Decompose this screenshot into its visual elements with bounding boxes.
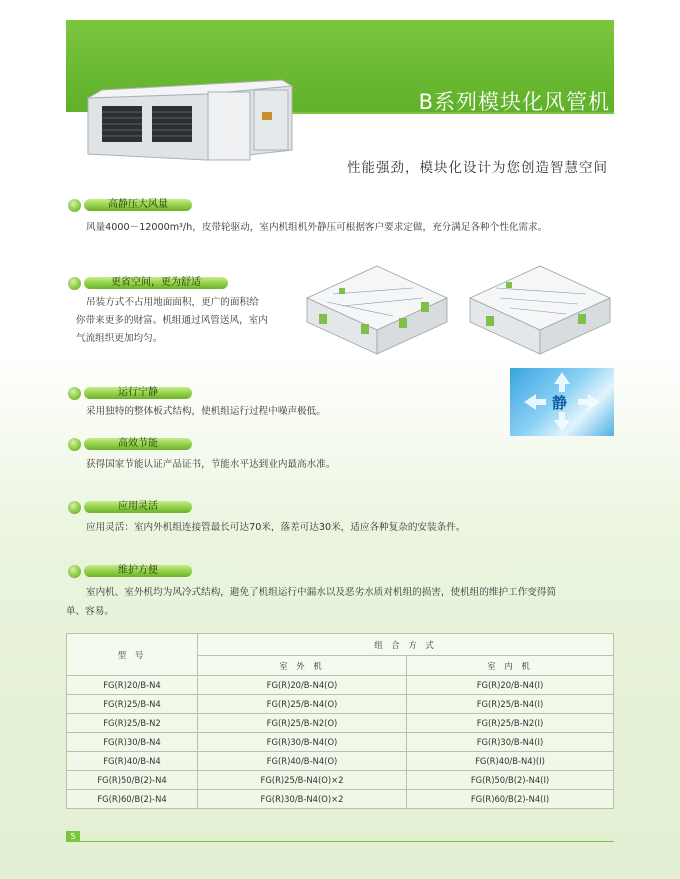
model-cell: FG(R)25/B-N4	[67, 695, 198, 714]
indoor-unit-cell: FG(R)25/B-N4(I)	[407, 695, 614, 714]
section-text-line: 气流组织更加均匀。	[76, 333, 163, 344]
model-cell: FG(R)30/B-N4	[67, 733, 198, 752]
table-row	[67, 676, 614, 695]
combination-header: 组 合 方 式	[198, 634, 614, 656]
section-heading-quiet-operation	[68, 386, 192, 400]
section-title: 更省空间，更为舒适	[84, 277, 228, 289]
table-row	[67, 695, 614, 714]
section-title: 高效节能	[84, 438, 192, 450]
section-heading-space-saving	[68, 276, 228, 290]
quiet-badge-image	[510, 368, 614, 436]
section-title: 应用灵活	[84, 501, 192, 513]
quiet-character: 静	[552, 394, 568, 412]
section-text-line: 单、容易。	[66, 606, 114, 617]
page-subtitle: 性能强劲，模块化设计为您创造智慧空间	[347, 160, 608, 176]
model-cell: FG(R)60/B(2)-N4	[67, 790, 198, 809]
section-title: 运行宁静	[84, 387, 192, 399]
section-text: 应用灵活：室内外机组连接管最长可达70米，落差可达30米，适应各种复杂的安装条件。	[86, 522, 466, 533]
indoor-unit-cell: FG(R)20/B-N4(I)	[407, 676, 614, 695]
outdoor-unit-cell: FG(R)40/B-N4(O)	[198, 752, 407, 771]
table-row	[67, 752, 614, 771]
page-number: 5	[66, 831, 80, 842]
section-text-block	[76, 294, 291, 348]
section-text-line: 你带来更多的财富。机组通过风管送风，室内	[76, 315, 268, 326]
footer-line	[80, 841, 614, 842]
section-heading-easy-maintenance	[68, 564, 192, 578]
model-cell: FG(R)20/B-N4	[67, 676, 198, 695]
indoor-unit-cell: FG(R)60/B(2)-N4(I)	[407, 790, 614, 809]
section-title: 维护方便	[84, 565, 192, 577]
indoor-unit-cell: FG(R)25/B-N2(I)	[407, 714, 614, 733]
table-row	[67, 790, 614, 809]
indoor-unit-cell: FG(R)50/B(2)-N4(I)	[407, 771, 614, 790]
outdoor-unit-cell: FG(R)25/B-N4(O)	[198, 695, 407, 714]
duct-unit-product-image	[82, 72, 294, 168]
indoor-unit-cell: FG(R)40/B-N4)(I)	[407, 752, 614, 771]
section-heading-high-static-pressure	[68, 198, 192, 212]
section-text-line: 室内机、室外机均为风冷式结构，避免了机组运行中漏水以及恶劣水质对机组的损害，使机组的维护工作变得简	[86, 587, 557, 598]
outdoor-unit-cell: FG(R)20/B-N4(O)	[198, 676, 407, 695]
section-text-block	[66, 583, 618, 621]
section-heading-flexible-application	[68, 500, 192, 514]
page-title: B系列模块化风管机	[418, 90, 610, 114]
section-text: 采用独特的整体板式结构，使机组运行过程中噪声极低。	[86, 406, 326, 417]
outdoor-unit-cell: FG(R)25/B-N2(O)	[198, 714, 407, 733]
model-cell: FG(R)50/B(2)-N4	[67, 771, 198, 790]
model-header: 型 号	[67, 634, 198, 676]
bullet-dot-icon	[68, 199, 81, 212]
table-row	[67, 771, 614, 790]
outdoor-unit-cell: FG(R)25/B-N4(O)×2	[198, 771, 407, 790]
indoor-unit-cell: FG(R)30/B-N4(I)	[407, 733, 614, 752]
model-cell: FG(R)40/B-N4	[67, 752, 198, 771]
section-text: 风量4000－12000m³/h，皮带轮驱动，室内机组机外静压可根据客户要求定做，充分满足各种个性化需求。	[86, 222, 548, 233]
model-cell: FG(R)25/B-N2	[67, 714, 198, 733]
section-text-line: 吊装方式不占用地面面积，更广的面积给	[86, 297, 259, 308]
bullet-dot-icon	[68, 501, 81, 514]
outdoor-unit-cell: FG(R)30/B-N4(O)×2	[198, 790, 407, 809]
bullet-dot-icon	[68, 387, 81, 400]
installation-diagram-2	[466, 258, 614, 358]
section-title: 高静压大风量	[84, 199, 192, 211]
bullet-dot-icon	[68, 277, 81, 290]
table-header-row	[67, 634, 614, 656]
section-text: 获得国家节能认证产品证书，节能水平达到业内最高水准。	[86, 459, 336, 470]
outdoor-unit-cell: FG(R)30/B-N4(O)	[198, 733, 407, 752]
outdoor-unit-header: 室 外 机	[198, 656, 407, 676]
section-heading-energy-efficient	[68, 437, 192, 451]
model-combination-table	[66, 633, 614, 809]
indoor-unit-header: 室 内 机	[407, 656, 614, 676]
table-row	[67, 714, 614, 733]
bullet-dot-icon	[68, 565, 81, 578]
installation-diagram-1	[303, 258, 451, 358]
bullet-dot-icon	[68, 438, 81, 451]
table-row	[67, 733, 614, 752]
